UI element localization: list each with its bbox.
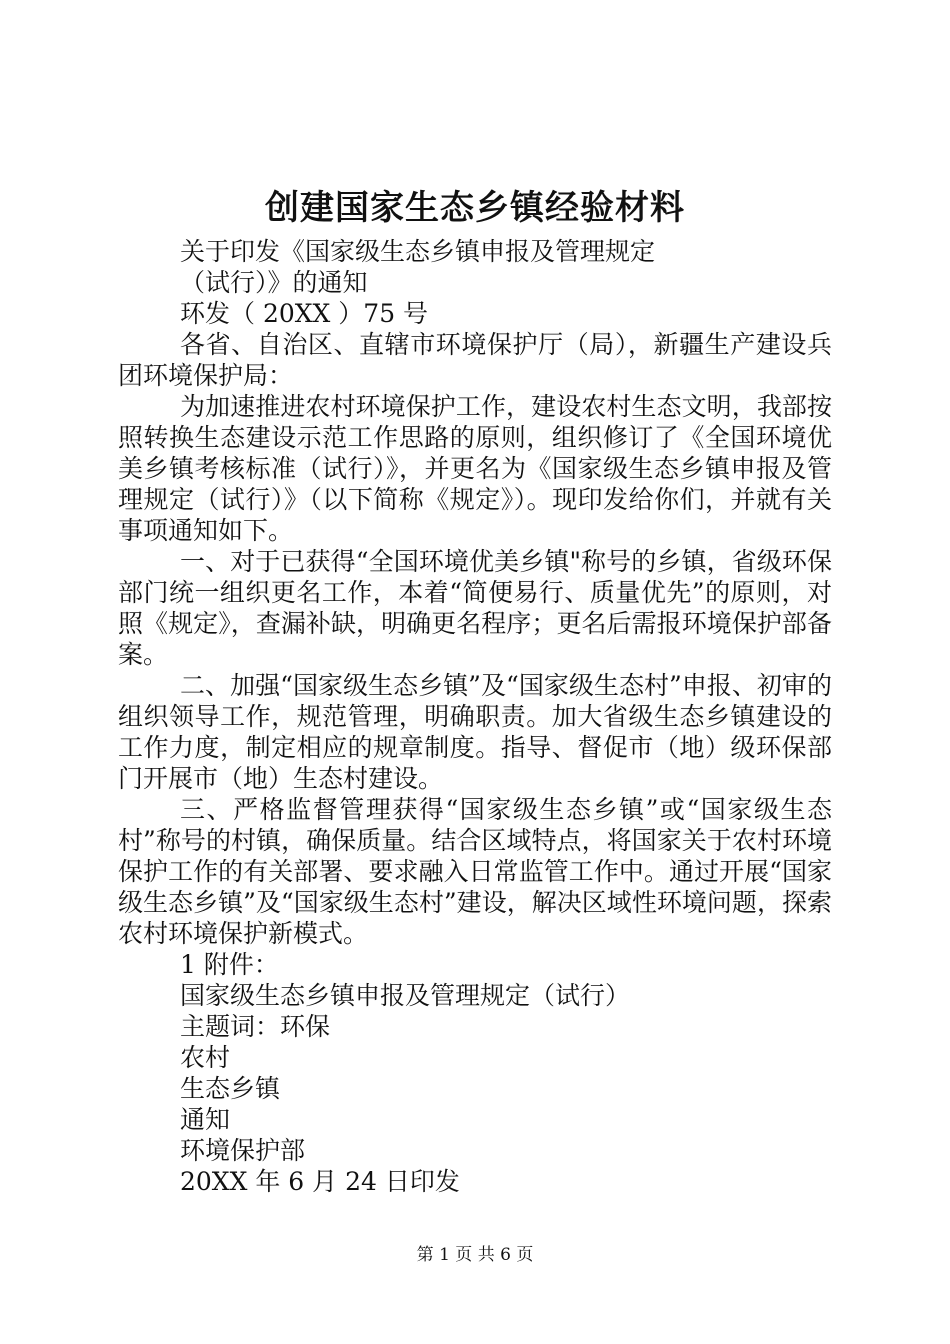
issue-date: 20XX 年 6 月 24 日印发 [180, 1167, 460, 1196]
document-body [118, 236, 832, 1197]
keyword-eco-town: 生态乡镇 [180, 1074, 281, 1103]
item-three-paragraph: 三、严格监督管理获得“国家级生态乡镇”或“国家级生态村”称号的村镇，确保质量。结合区域特点，将国家关于农村环境保护工作的有关部署、要求融入日常监管工作中。通过开展“国家级生态乡镇”及“国家级生态村”建设，解决区域性环境问题，探索农村环境保护新模式。 [118, 795, 832, 948]
item-one-paragraph: 一、对于已获得“全国环境优美乡镇"称号的乡镇，省级环保部门统一组织更名工作，本着“简便易行、质量优先”的原则，对照《规定》，查漏补缺，明确更名程序；更名后需报环境保护部备案。 [118, 547, 832, 669]
issuing-ministry: 环境保护部 [180, 1136, 306, 1165]
notice-title-line-1: 关于印发《国家级生态乡镇申报及管理规定 [180, 237, 656, 266]
attachment-label: 1 附件： [180, 950, 279, 979]
document-title: 创建国家生态乡镇经验材料 [265, 188, 685, 228]
keyword-rural: 农村 [180, 1043, 231, 1072]
page-footer: 第 1 页 共 6 页 [416, 1245, 534, 1265]
keywords-line: 主题词：环保 [180, 1012, 331, 1041]
addressee-paragraph: 各省、自治区、直辖市环境保护厅（局），新疆生产建设兵团环境保护局： [118, 330, 832, 390]
attachment-title: 国家级生态乡镇申报及管理规定（试行） [180, 981, 631, 1010]
keyword-notice: 通知 [180, 1105, 231, 1134]
item-two-paragraph: 二、加强“国家级生态乡镇”及“国家级生态村”申报、初审的组织领导工作，规范管理，明确职责。加大省级生态乡镇建设的工作力度，制定相应的规章制度。指导、督促市（地）级环保部门开展市（地）生态村建设。 [118, 671, 832, 793]
document-number: 环发（ 20XX ）75 号 [180, 299, 429, 328]
intro-paragraph: 为加速推进农村环境保护工作，建设农村生态文明，我部按照转换生态建设示范工作思路的原则，组织修订了《全国环境优美乡镇考核标准（试行）》，并更名为《国家级生态乡镇申报及管理规定（试行）》（以下简称《规定》）。现印发给你们，并就有关事项通知如下。 [118, 392, 832, 545]
notice-title-line-2: （试行）》的通知 [180, 268, 368, 297]
